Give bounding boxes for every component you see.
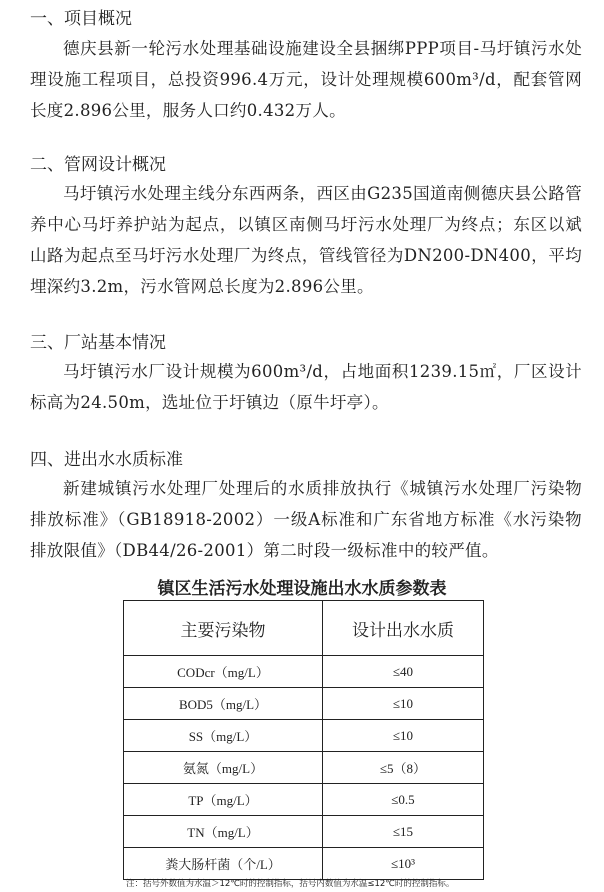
section-3-paragraph: 马圩镇污水厂设计规模为600m³/d，占地面积1239.15㎡，厂区设计标高为24.50m，选址位于圩镇边（原牛圩亭）。 [30, 362, 582, 412]
section-2-paragraph: 马圩镇污水处理主线分东西两条，西区由G235国道南侧德庆县公路管养中心马圩养护站为起点，以镇区南侧马圩污水处理厂为终点；东区以斌山路为起点至马圩污水处理厂为终点，管线管径为DN200-DN400，平均埋深约3.2m，污水管网总长度为2.896公里。 [30, 184, 582, 296]
table-row [124, 784, 484, 816]
header-pollutant: 主要污染物 [124, 601, 323, 656]
section-1-paragraph: 德庆县新一轮污水处理基础设施建设全县捆绑PPP项目-马圩镇污水处理设施工程项目，总投资996.4万元，设计处理规模600m³/d，配套管网长度2.896公里，服务人口约0.432万人。 [30, 39, 582, 120]
table-row [124, 848, 484, 880]
value-cell: ≤10 [323, 688, 484, 720]
pollutant-cell: 粪大肠杆菌（个/L） [124, 848, 323, 880]
table-row [124, 688, 484, 720]
section-4-heading: 四、进出水水质标准 [30, 450, 183, 470]
table-row [124, 656, 484, 688]
value-cell: ≤10 [323, 720, 484, 752]
pollutant-cell: SS（mg/L） [124, 720, 323, 752]
value-cell: ≤0.5 [323, 784, 484, 816]
section-3-heading: 三、厂站基本情况 [30, 333, 166, 353]
section-1-heading: 一、项目概况 [30, 9, 132, 29]
table-row [124, 752, 484, 784]
table-header-row [124, 601, 484, 656]
value-cell: ≤40 [323, 656, 484, 688]
pollutant-cell: TN（mg/L） [124, 816, 323, 848]
value-cell: ≤10³ [323, 848, 484, 880]
table-row [124, 720, 484, 752]
section-2-heading: 二、管网设计概况 [30, 155, 166, 175]
value-cell: ≤5（8） [323, 752, 484, 784]
pollutant-cell: CODcr（mg/L） [124, 656, 323, 688]
table-title: 镇区生活污水处理设施出水水质参数表 [157, 579, 447, 599]
water-quality-table [123, 600, 484, 880]
pollutant-cell: BOD5（mg/L） [124, 688, 323, 720]
table-row [124, 816, 484, 848]
pollutant-cell: TP（mg/L） [124, 784, 323, 816]
value-cell: ≤15 [323, 816, 484, 848]
table-footnote: 注：括号外数值为水温＞12℃时的控制指标，括号内数值为水温≤12℃时的控制指标。 [126, 879, 455, 889]
section-4-paragraph: 新建城镇污水处理厂处理后的水质排放执行《城镇污水处理厂污染物排放标准》（GB18918-2002）一级A标准和广东省地方标准《水污染物排放限值》（DB44/26-2001）第二时段一级标准中的较严值。 [30, 479, 582, 560]
header-effluent-quality: 设计出水水质 [323, 601, 484, 656]
pollutant-cell: 氨氮（mg/L） [124, 752, 323, 784]
